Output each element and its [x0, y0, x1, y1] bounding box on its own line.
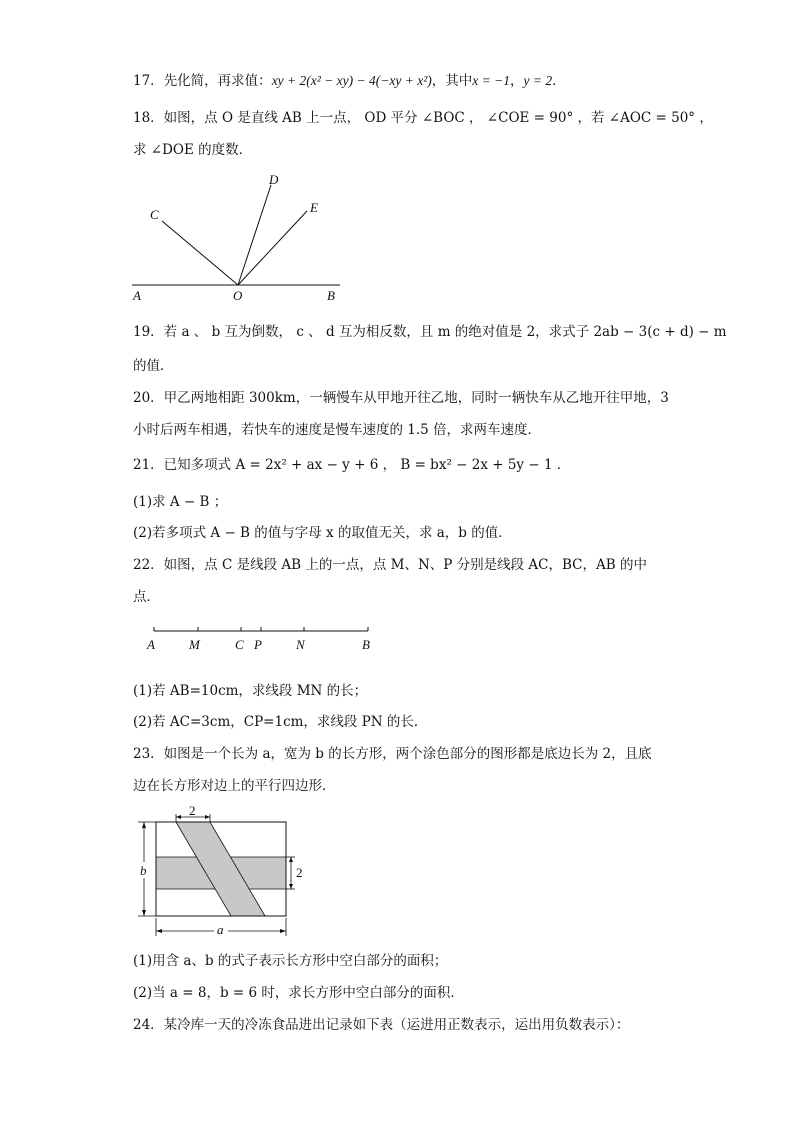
label-E: E: [310, 200, 318, 215]
q17-line: [133, 72, 566, 90]
q22-line1: 22．如图，点 C 是线段 AB 上的一点，点 M、N、P 分别是线段 AC，BC，AB 的中: [133, 557, 647, 573]
q20-line1: 20．甲乙两地相距 300km，一辆慢车从甲地开往乙地，同时一辆快车从乙地开往甲地，3: [133, 390, 669, 406]
q17-cond-x: x = −1: [472, 73, 510, 88]
label-A: A: [147, 637, 155, 652]
label-P: P: [254, 637, 262, 652]
q22-part2: (2)若 AC=3cm，CP=1cm，求线段 PN 的长．: [133, 714, 428, 730]
q23-rectangle-figure: [130, 800, 320, 940]
label-A: A: [133, 288, 141, 303]
q18-line1: 18．如图，点 O 是直线 AB 上一点， OD 平分 ∠BOC ， ∠COE = 90° ，若 ∠AOC = 50° ，: [133, 110, 713, 126]
q19-line2: 的值．: [133, 358, 174, 374]
q17-cond-y: y = 2: [523, 73, 553, 88]
label-O: O: [233, 288, 243, 303]
q17-number: 17．: [133, 73, 164, 89]
q22-line2: 点．: [133, 589, 160, 605]
q23-part2: (2)当 a = 8，b = 6 时，求长方形中空白部分的面积．: [133, 985, 464, 1001]
label-N: N: [296, 637, 305, 652]
q17-text: 先化简，再求值：: [163, 73, 272, 89]
label-M: M: [189, 637, 200, 652]
side-width-label: 2: [296, 865, 303, 880]
label-B: B: [362, 637, 370, 652]
q23-line2: 边在长方形对边上的平行四边形．: [133, 778, 336, 794]
q17-expression: xy + 2(x² − xy) − 4(−xy + x²): [271, 73, 432, 88]
q18-line2: 求 ∠DOE 的度数．: [133, 142, 253, 158]
label-C: C: [150, 207, 159, 222]
label-C: C: [235, 637, 244, 652]
top-width-label: 2: [189, 803, 196, 818]
q17-end: ．: [552, 73, 566, 89]
q17-sep: ，: [509, 73, 524, 89]
q19-line1: 19．若 a 、 b 互为倒数， c 、 d 互为相反数，且 m 的绝对值是 2，求式子 2ab − 3(c + d) − m: [133, 324, 727, 340]
q21-part2: (2)若多项式 A − B 的值与字母 x 的取值无关，求 a，b 的值．: [133, 525, 512, 541]
q22-part1: (1)若 AB=10cm，求线段 MN 的长；: [133, 683, 368, 699]
label-a: a: [217, 922, 224, 937]
q18-angle-figure: [130, 168, 360, 308]
q24-line1: 24．某冷库一天的冷冻食品进出记录如下表（运进用正数表示，运出用负数表示）：: [133, 1017, 630, 1033]
q17-text2: ，其中: [431, 73, 473, 89]
label-B: B: [327, 288, 335, 303]
label-D: D: [269, 172, 279, 187]
q21-line1: 21．已知多项式 A = 2x² + ax − y + 6 ， B = bx² − 2x + 5y − 1 ．: [133, 457, 571, 473]
q20-line2: 小时后两车相遇，若快车的速度是慢车速度的 1.5 倍，求两车速度．: [133, 422, 542, 438]
q23-line1: 23．如图是一个长为 a，宽为 b 的长方形，两个涂色部分的图形都是底边长为 2，且底: [133, 746, 652, 762]
q22-segment-figure: [140, 622, 380, 662]
q23-part1: (1)用含 a、b 的式子表示长方形中空白部分的面积；: [133, 953, 448, 969]
q21-part1: (1)求 A − B ；: [133, 494, 228, 510]
label-b: b: [140, 863, 147, 878]
